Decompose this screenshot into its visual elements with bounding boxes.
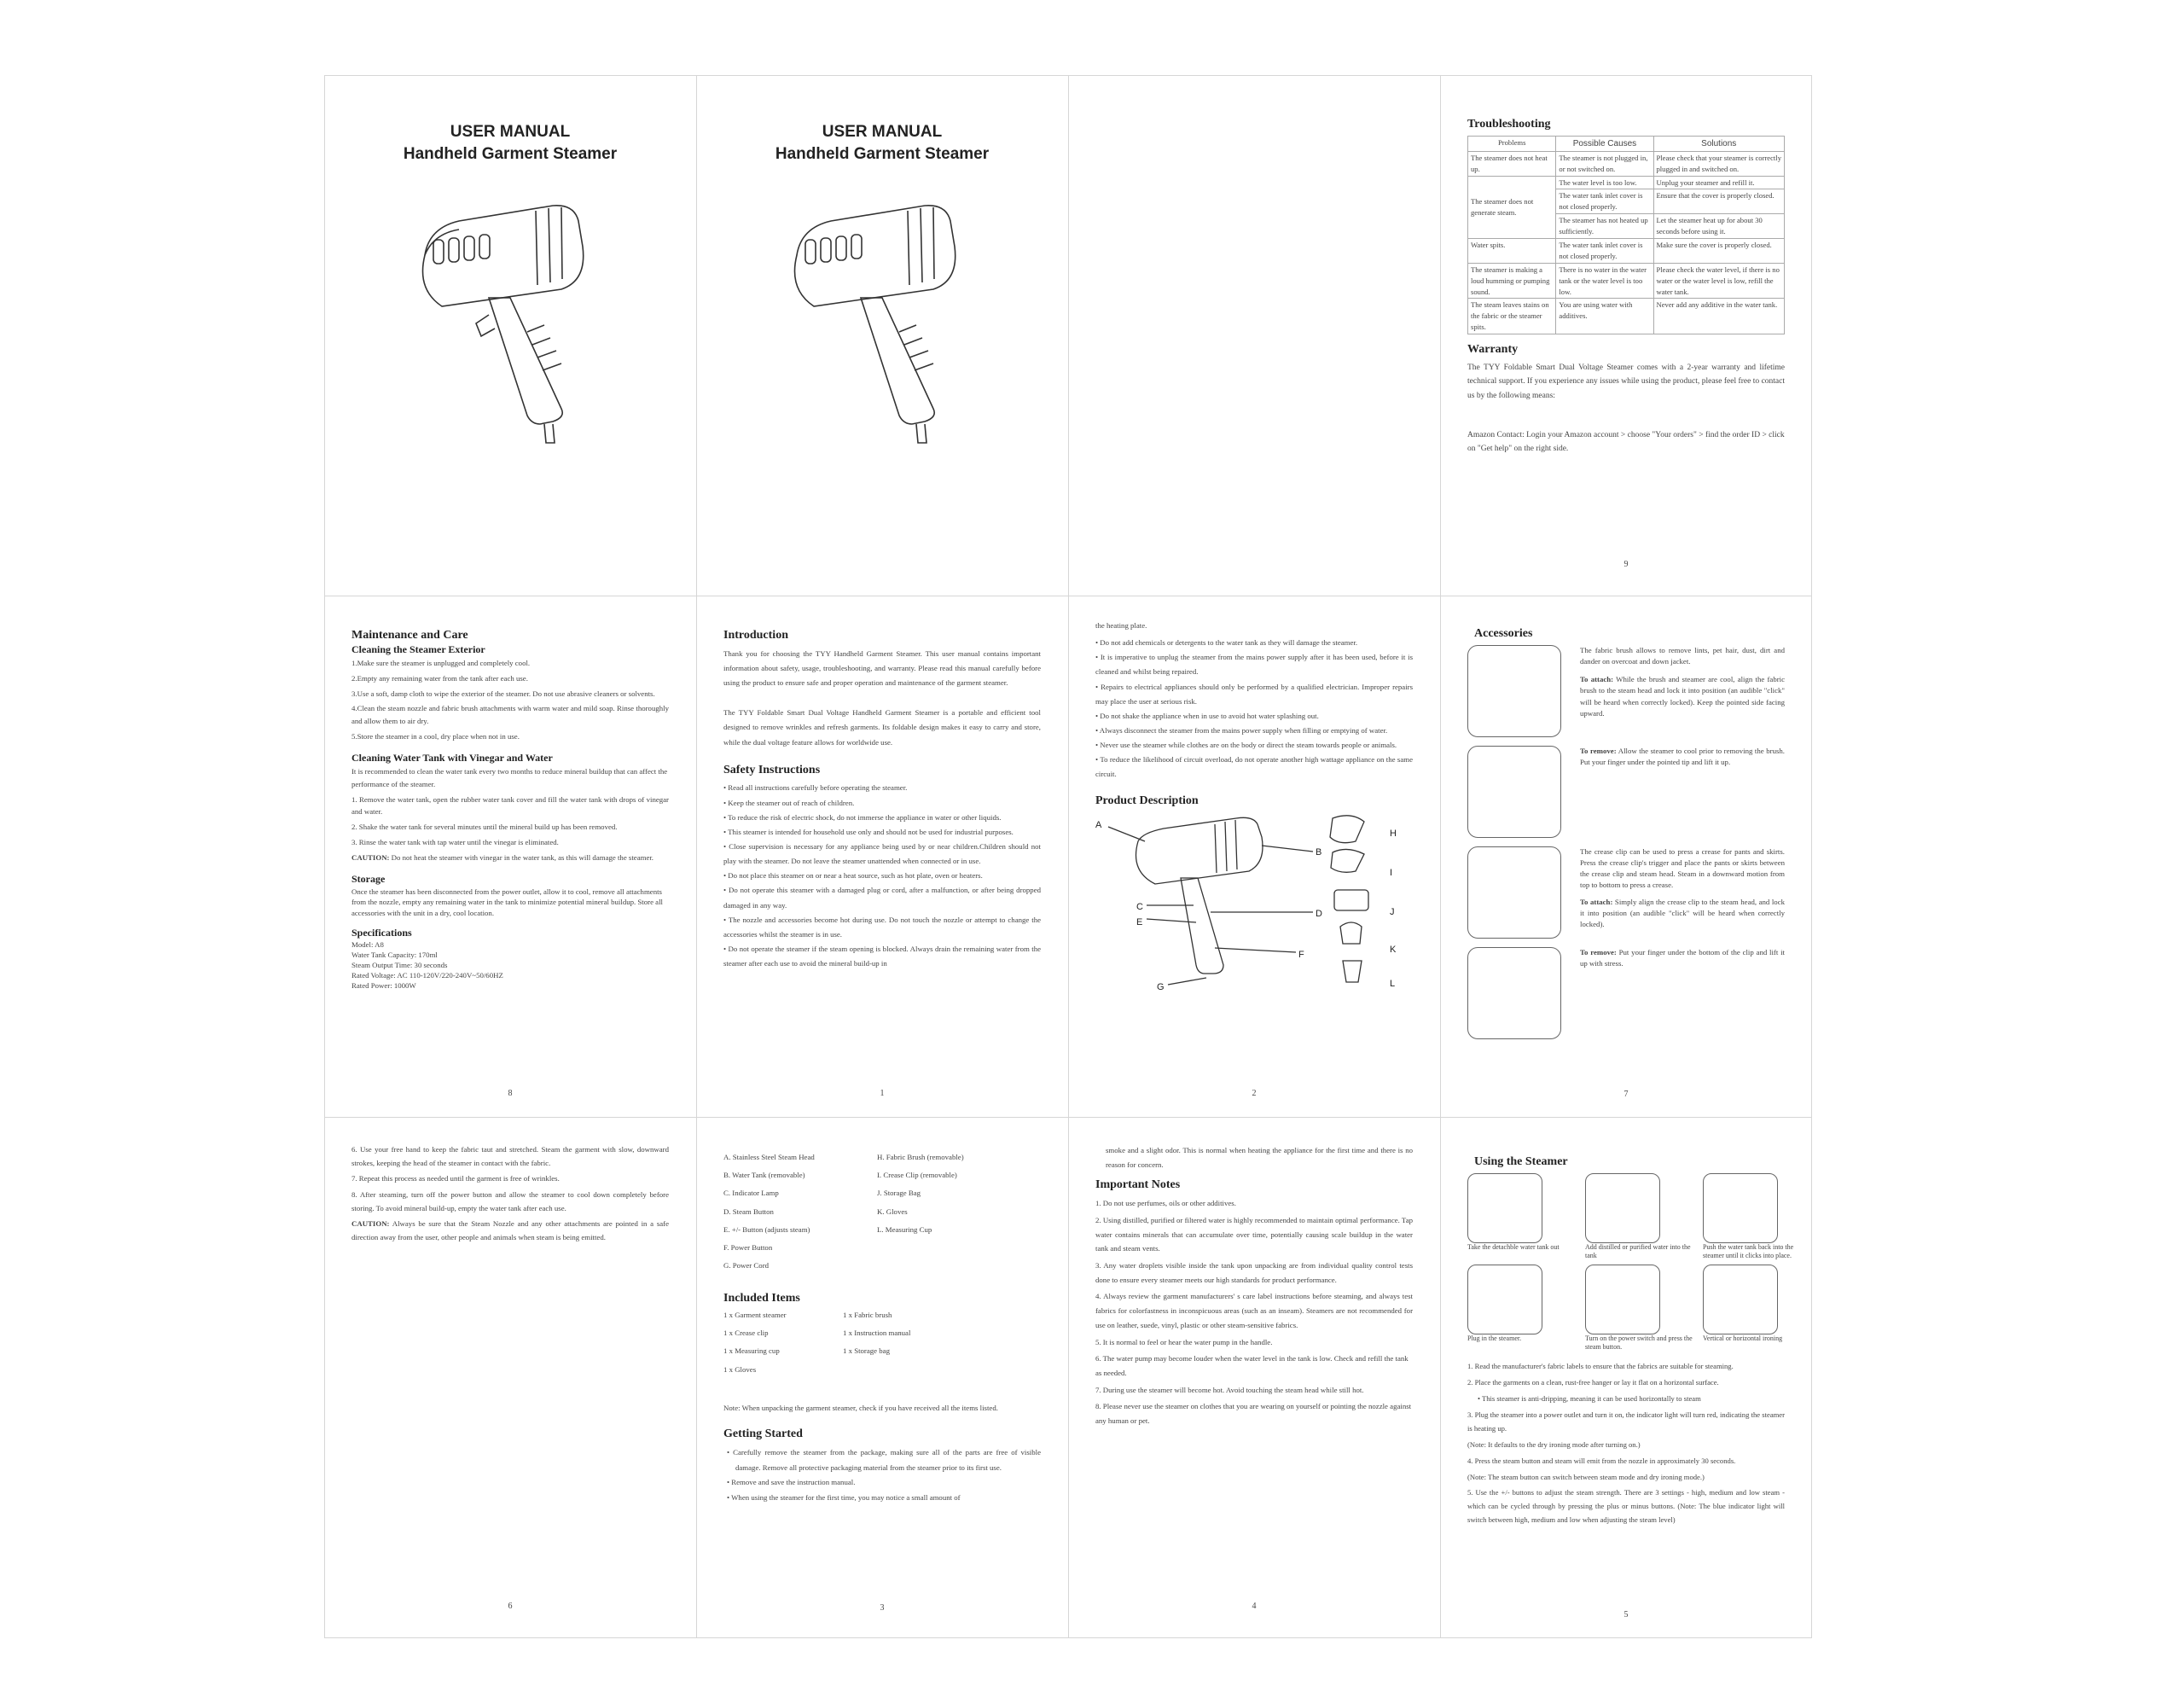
accessories-heading: Accessories	[1474, 627, 1533, 640]
steamer-illustration	[408, 187, 613, 468]
remove-label: To remove:	[1580, 746, 1617, 755]
list-item: K. Gloves	[877, 1206, 908, 1216]
step-caption: Turn on the power switch and press the steam button.	[1585, 1334, 1693, 1351]
table-header: Solutions	[1653, 136, 1785, 151]
clip-remove-row	[1467, 947, 1785, 1039]
list-item: 1 x Garment steamer	[723, 1311, 787, 1320]
list-item: 1. Do not use perfumes, oils or other additives.	[1095, 1199, 1236, 1208]
part-label-h: H	[1390, 829, 1397, 840]
usage-step-4	[1467, 1265, 1578, 1352]
spec-item: Model: A8	[351, 940, 384, 950]
list-item: 3. Any water droplets visible inside the tank upon unpacking are from individual quality control tests done to ensure every steamer meets our high standards for product performance.	[1095, 1261, 1413, 1284]
list-item: I. Crease Clip (removable)	[877, 1171, 957, 1180]
safety-list-cont: • Do not add chemicals or detergents to the water tank as they will damage the steamer. • It is imperative to unplug the steamer from the mains power supply after it has been used, before it is cleaned and whilst being repaired. • Repairs to electrical appliances should only be performed by a qualified electrician. Improper repairs may place the user at serious risk. • Do not shake the appliance when in use to avoid hot water splashing out. • Always disconnect the steamer from the mains power supply when filling or emptying of water. • Never use the steamer while clothes are on the body or direct the steam towards people or animals. • To reduce the likelihood of circuit overload, do not operate another high wattage appliance on the same circuit.	[1095, 638, 1414, 779]
intro-heading: Introduction	[723, 629, 788, 642]
manual-sheet	[324, 75, 1812, 1638]
list-item: 5. It is normal to feel or hear the water pump in the handle.	[1095, 1337, 1273, 1346]
list-item: 2. Shake the water tank for several minutes until the mineral build up has been removed.	[351, 823, 618, 832]
usage-step-6	[1703, 1265, 1814, 1352]
accessories-panel	[1440, 596, 1812, 1117]
usage-steps-images	[1467, 1173, 1794, 1352]
table-header: Problems	[1468, 136, 1556, 151]
table-cell: You are using water with additives.	[1556, 299, 1653, 334]
page-number: 8	[508, 1089, 513, 1099]
step-image	[1467, 1173, 1542, 1243]
step-caption: Vertical or horizontal ironing	[1703, 1334, 1783, 1342]
getting-started-list: • Carefully remove the steamer from the package, making sure all of the parts are free of visible damage. Remove all protective packaging material from the steamer prior to its first use. • Remove and save the instruction manual. • When using the steamer for the first time, you may notice a small amount of	[727, 1448, 1041, 1503]
table-row	[1468, 263, 1785, 299]
list-item: Do not add chemicals or detergents to the water tank as they will damage the steamer.	[1100, 638, 1358, 648]
list-item: 1 x Storage bag	[843, 1346, 890, 1356]
included-heading: Included Items	[723, 1292, 800, 1305]
table-cell: The water tank inlet cover is not closed properly.	[1556, 239, 1653, 264]
list-item: 3. Rinse the water tank with tap water until the vinegar is eliminated.	[351, 838, 559, 846]
brush-row	[1467, 645, 1785, 737]
cover-panel-1	[324, 75, 696, 596]
step-caption: Take the detachble water tank out	[1467, 1242, 1560, 1251]
caution-note	[351, 852, 669, 864]
part-label-d: D	[1316, 909, 1322, 920]
table-row	[1468, 299, 1785, 334]
caution-label: CAUTION:	[351, 852, 390, 862]
cleaning-tank-heading: Cleaning Water Tank with Vinegar and Water	[351, 751, 553, 764]
clip-remove-image	[1467, 947, 1561, 1039]
list-item: 1 x Fabric brush	[843, 1311, 892, 1320]
product-diagram-drawing	[1095, 811, 1420, 1008]
table-cell: The water tank inlet cover is not closed properly.	[1556, 189, 1653, 214]
list-item: Remove and save the instruction manual.	[731, 1478, 856, 1487]
cover-title: USER MANUAL	[450, 123, 571, 141]
table-row	[1468, 176, 1785, 189]
storage-heading: Storage	[351, 872, 386, 885]
part-label-k: K	[1390, 945, 1397, 956]
list-item: Do not operate this steamer with a damaged plug or cord, after a malfunction, or after being dropped damaged in any way.	[723, 886, 1042, 910]
caution-label: CAUTION:	[351, 1219, 390, 1229]
list-item: 3. Plug the steamer into a power outlet and turn it on, the indicator light will turn red, indicating the steamer is heating up.	[1467, 1410, 1785, 1433]
list-item: 5. Use the +/- buttons to adjust the steam strength. There are 3 settings - high, medium and low steam - which can be cycled through by pressing the plus or minus buttons. (Note: The blue indicator light will switch between high, medium and low when adjusting the steam level)	[1467, 1488, 1785, 1525]
list-item: 1 x Gloves	[723, 1364, 757, 1374]
table-cell: Make sure the cover is properly closed.	[1653, 239, 1785, 264]
spec-item: Steam Output Time: 30 seconds	[351, 961, 448, 969]
table-cell: The steamer does not generate steam.	[1468, 176, 1556, 238]
list-item: C. Indicator Lamp	[723, 1189, 779, 1198]
paragraph: The TYY Foldable Smart Dual Voltage Handheld Garment Steamer is a portable and efficient tool designed to remove wrinkles and refresh garments. Its foldable design makes it easy to carry and store, while the dual voltage feature allows for worldwide use.	[723, 708, 1041, 747]
parts-panel	[696, 1118, 1068, 1638]
list-item: B. Water Tank (removable)	[723, 1171, 805, 1180]
caution-text: Do not heat the steamer with vinegar in the water tank, as this will damage the steamer.	[389, 852, 653, 862]
part-label-c: C	[1136, 902, 1143, 913]
amazon-contact: Amazon Contact: Login your Amazon account > choose "Your orders" > find the order ID > click on "Get help" on the right side.	[1467, 430, 1785, 454]
list-item: • This steamer is anti-dripping, meaning it can be used horizontally to steam	[1478, 1394, 1701, 1404]
brush-remove-text-wrap	[1580, 746, 1785, 770]
step-image	[1703, 1265, 1778, 1334]
notes-panel	[1068, 1118, 1440, 1638]
step-caption: Push the water tank back into the steamer until it clicks into place.	[1703, 1242, 1794, 1260]
usage-step-1	[1467, 1173, 1578, 1261]
spec-item: Water Tank Capacity: 170ml	[351, 951, 438, 960]
clip-remove-text-wrap	[1580, 947, 1785, 972]
brush-text	[1580, 645, 1785, 722]
product-panel	[1068, 596, 1440, 1117]
table-row	[1468, 151, 1785, 176]
list-item: Do not shake the appliance when in use to avoid hot water splashing out.	[1100, 711, 1319, 720]
brush-attach-text: While the brush and steamer are cool, align the fabric brush to the steam head and lock it into position (an audible "click" will be heard when correctly locked). Keep the pointed side facing upward.	[1580, 675, 1785, 718]
part-label-b: B	[1316, 847, 1322, 858]
usage-step-5	[1585, 1265, 1696, 1352]
page-number: 2	[1252, 1088, 1257, 1098]
list-item: It is imperative to unplug the steamer from the mains power supply after it has been used, before it is cleaned and whilst being repaired.	[1095, 653, 1413, 677]
list-item: D. Steam Button	[723, 1206, 774, 1216]
list-item: 1 x Instruction manual	[843, 1329, 911, 1338]
clip-row	[1467, 846, 1785, 939]
paragraph: The fabric brush allows to remove lints, pet hair, dust, dirt and dander on overcoat and down jacket.	[1580, 645, 1785, 666]
part-label-f: F	[1298, 950, 1304, 961]
table-cell: Water spits.	[1468, 239, 1556, 264]
table-cell: The steamer has not heated up sufficiently.	[1556, 214, 1653, 239]
step-caption: Add distilled or purified water into the tank	[1585, 1242, 1691, 1260]
usage-step-2	[1585, 1173, 1696, 1261]
part-label-i: I	[1390, 868, 1393, 879]
list-item: Repairs to electrical appliances should only be performed by a qualified electrician. Improper repairs may place the user at serious risk.	[1095, 682, 1413, 706]
part-label-g: G	[1157, 982, 1165, 993]
brush-remove-text: Allow the steamer to cool prior to removing the brush. Put your finger under the pointed tip and lift it up.	[1580, 746, 1785, 766]
list-item: 4. Press the steam button and steam will emit from the nozzle in approximately 30 seconds.	[1467, 1456, 1736, 1465]
clip-attach-image	[1467, 846, 1561, 939]
step-image	[1585, 1173, 1660, 1243]
table-cell: The steam leaves stains on the fabric or the steamer spits.	[1468, 299, 1556, 334]
table-cell: The steamer does not heat up.	[1468, 151, 1556, 176]
steamer-illustration-2	[780, 187, 985, 468]
list-item: J. Storage Bag	[877, 1189, 921, 1198]
product-diagram	[1095, 811, 1420, 1008]
list-item: G. Power Cord	[723, 1261, 770, 1270]
troubleshooting-panel	[1440, 75, 1812, 596]
list-item: 2. Using distilled, purified or filtered water is highly recommended to maintain optimal performance. Tap water contains minerals that can accumulate over time, potentially causing scale buildup in the water tank and steam vents.	[1095, 1215, 1413, 1253]
list-item: 2. Place the garments on a clean, rust-free hanger or lay it flat on a horizontal surface.	[1467, 1378, 1719, 1387]
list-item: 1. Remove the water tank, open the rubber water tank cover and fill the water tank with drops of vinegar and water.	[351, 794, 669, 817]
list-item: 1 x Measuring cup	[723, 1346, 780, 1356]
list-item: (Note: The steam button can switch between steam mode and dry ironing mode.)	[1467, 1472, 1705, 1481]
page-number: 5	[1623, 1609, 1629, 1619]
clip-attach-text: Simply align the crease clip to the steam head, and lock it into position (an audible "click" will be heard when correctly locked).	[1580, 897, 1785, 928]
usage-step-3	[1703, 1173, 1814, 1261]
parts-list	[723, 1152, 1041, 1271]
page-number: 4	[1252, 1602, 1257, 1611]
getting-started-heading: Getting Started	[723, 1427, 803, 1441]
list-item: 4. Always review the garment manufacturers' s care label instructions before steaming, and always test fabrics for colorfastness in inconspicuous areas (such as an inseam). Steamers are not recommended for use on leather, suede, vinyl, plastic or other steam-sensitive fabrics.	[1095, 1292, 1413, 1329]
table-cell: Never add any additive in the water tank.	[1653, 299, 1785, 334]
spec-heading: Specifications	[351, 926, 412, 939]
list-item: 3.Use a soft, damp cloth to wipe the exterior of the steamer. Do not use abrasive cleaners or solvents.	[351, 689, 655, 698]
warranty-heading: Warranty	[1467, 343, 1519, 357]
table-cell: Please check the water level, if there is no water or the water level is low, refill the water tank.	[1653, 263, 1785, 299]
list-item: Read all instructions carefully before operating the steamer.	[728, 783, 908, 793]
cleaning-exterior-heading: Cleaning the Steamer Exterior	[351, 642, 485, 655]
using-panel	[1440, 1118, 1812, 1638]
page-number: 9	[1623, 559, 1629, 569]
warranty-text: The TYY Foldable Smart Dual Voltage Steamer comes with a 2-year warranty and lifetime technical support. If you experience any issues while using the product, please feel free to contact us by the following means:	[1467, 363, 1785, 400]
paragraph: the heating plate.	[1095, 621, 1147, 630]
brush-remove-row	[1467, 746, 1785, 838]
list-item: To reduce the likelihood of circuit overload, do not operate another high wattage appliance on the same circuit.	[1095, 755, 1414, 779]
usage-steps-list	[1467, 1360, 1785, 1527]
cover-subtitle-2: Handheld Garment Steamer	[775, 144, 990, 163]
spec-item: Rated Power: 1000W	[351, 980, 416, 990]
list-item: 8. Please never use the steamer on clothes that you are wearing on yourself or pointing the nozzle against any human or pet.	[1095, 1402, 1412, 1426]
cover-title-2: USER MANUAL	[822, 123, 943, 141]
table-cell: The steamer is making a loud humming or pumping sound.	[1468, 263, 1556, 299]
list-item: Close supervision is necessary for any appliance being used by or near children.Children should not play with the steamer. Do not leave the steamer unattended when connected or in use.	[723, 842, 1042, 866]
intro-panel	[696, 596, 1068, 1117]
step-image	[1585, 1265, 1660, 1334]
included-list	[723, 1310, 1041, 1375]
table-cell: Unplug your steamer and refill it.	[1653, 176, 1785, 189]
list-item: Carefully remove the steamer from the package, making sure all of the parts are free of visible damage. Remove all protective packaging material from the steamer prior to its first use.	[733, 1448, 1041, 1472]
troubleshooting-heading: Troubleshooting	[1467, 118, 1551, 131]
using-heading: Using the Steamer	[1474, 1155, 1568, 1168]
list-item: 1 x Crease clip	[723, 1329, 769, 1338]
maintenance-panel	[324, 596, 696, 1117]
paragraph: Once the steamer has been disconnected from the power outlet, allow it to cool, remove all attachments from the nozzle, empty any remaining water in the tank to minimize potential mineral buildup. Store all accessories with the unit in a dry, cool location.	[351, 887, 663, 917]
attach-label: To attach:	[1580, 897, 1613, 906]
product-description-heading: Product Description	[1095, 794, 1199, 807]
step-image	[1703, 1173, 1778, 1243]
list-item: E. +/- Button (adjusts steam)	[723, 1224, 810, 1234]
list-item: 5.Store the steamer in a cool, dry place when not in use.	[351, 732, 520, 741]
table-cell: Please check that your steamer is correctly plugged in and switched on.	[1653, 151, 1785, 176]
list-item: F. Power Button	[723, 1242, 773, 1252]
list-item: 1. Read the manufacturer's fabric labels to ensure that the fabrics are suitable for steaming.	[1467, 1362, 1734, 1371]
part-label-l: L	[1390, 979, 1396, 990]
list-item: When using the steamer for the first time, you may notice a small amount of	[731, 1493, 961, 1503]
table-cell: Ensure that the cover is properly closed.	[1653, 189, 1785, 214]
page-number: 6	[508, 1602, 513, 1612]
part-label-e: E	[1136, 917, 1143, 928]
list-item: Keep the steamer out of reach of children.	[728, 798, 855, 807]
list-item: 7. During use the steamer will become hot. Avoid touching the steam head while still hot.	[1095, 1385, 1364, 1394]
list-item: (Note: It defaults to the dry ironing mode after turning on.)	[1467, 1439, 1641, 1449]
list-item: This steamer is intended for household use only and should not be used for industrial purposes.	[728, 827, 1014, 836]
paragraph: Thank you for choosing the TYY Handheld Garment Steamer. This user manual contains important information about safety, usage, troubleshooting, and warranty. Please read this manual carefully before using the product to ensure safe and proper operation and maintenance of the garment steamer.	[723, 648, 1041, 688]
brush-remove-image	[1467, 746, 1561, 838]
maintenance-heading: Maintenance and Care	[351, 629, 468, 642]
remove-label: To remove:	[1580, 947, 1617, 956]
cover-subtitle: Handheld Garment Steamer	[403, 144, 618, 163]
list-item: H. Fabric Brush (removable)	[877, 1153, 964, 1161]
list-item: A. Stainless Steel Steam Head	[723, 1153, 815, 1161]
page-number: 3	[880, 1603, 885, 1613]
list-item: The nozzle and accessories become hot during use. Do not touch the nozzle or attempt to change the accessories whilst the steamer is in use.	[723, 915, 1042, 939]
note-text: Note: When unpacking the garment steamer, check if you have received all the items listed.	[723, 1403, 998, 1412]
safety-list: • Read all instructions carefully before operating the steamer. • Keep the steamer out of reach of children. • To reduce the risk of electric shock, do not immerse the appliance in water or other liquids. • This steamer is intended for household use only and should not be used for industrial purposes. • Close supervision is necessary for any appliance being used by or near children.Children should not play with the steamer. Do not leave the steamer unattended when connected or in use. • Do not place this steamer on or near a heat source, such as hot plate, oven or heaters. • Do not operate this steamer with a damaged plug or cord, after a malfunction, or after being dropped damaged in any way. • The nozzle and accessories become hot during use. Do not touch the nozzle or attempt to change the accessories whilst the steamer is in use. • Do not operate the steamer if the steam opening is blocked. Always drain the remaining water from the steamer after each use to avoid the mineral build-up in	[723, 783, 1042, 968]
caution-note	[351, 1218, 669, 1244]
list-item: Never use the steamer while clothes are on the body or direct the steam towards people or animals.	[1100, 741, 1397, 750]
list-item: L. Measuring Cup	[877, 1224, 932, 1234]
usage-cont-panel	[324, 1118, 696, 1638]
spec-item: Rated Voltage: AC 110-120V/220-240V~50/60HZ	[351, 970, 503, 980]
step-caption: Plug in the steamer.	[1467, 1334, 1522, 1342]
list-item: 6. The water pump may become louder when the water level in the tank is low. Check and refill the tank as needed.	[1095, 1354, 1409, 1377]
page-number: 1	[880, 1088, 885, 1098]
list-item: 4.Clean the steam nozzle and fabric brush attachments with warm water and mild soap. Rinse thoroughly and allow them to air dry.	[351, 704, 669, 726]
paragraph: 8. After steaming, turn off the power button and allow the steamer to cool down completely before storing. To avoid mineral build-up, empty the water tank after each use.	[351, 1189, 669, 1212]
paragraph: 7. Repeat this process as needed until the garment is free of wrinkles.	[351, 1174, 560, 1183]
page-number: 7	[1623, 1089, 1629, 1099]
table-header: Possible Causes	[1556, 136, 1653, 151]
list-item: 1.Make sure the steamer is unplugged and completely cool.	[351, 659, 531, 668]
table-row	[1468, 239, 1785, 264]
table-cell: There is no water in the water tank or the water level is too low.	[1556, 263, 1653, 299]
blank-panel	[1068, 75, 1440, 596]
table-cell: The steamer is not plugged in, or not switched on.	[1556, 151, 1653, 176]
troubleshooting-table	[1467, 136, 1785, 334]
safety-heading: Safety Instructions	[723, 763, 821, 776]
list-item: Always disconnect the steamer from the mains power supply when filling or emptying of water.	[1099, 725, 1388, 735]
step-image	[1467, 1265, 1542, 1334]
list-item: Do not operate the steamer if the steam opening is blocked. Always drain the remaining water from the steamer after each use to avoid the mineral build-up in	[723, 944, 1042, 968]
attach-label: To attach:	[1580, 675, 1614, 684]
paragraph: smoke and a slight odor. This is normal when heating the appliance for the first time and there is no reason for concern.	[1106, 1146, 1413, 1169]
brush-attach-image	[1467, 645, 1561, 737]
table-cell: The water level is too low.	[1556, 176, 1653, 189]
paragraph: It is recommended to clean the water tank every two months to reduce mineral buildup that can affect the performance of the steamer.	[351, 767, 668, 788]
table-cell: Let the steamer heat up for about 30 seconds before using it.	[1653, 214, 1785, 239]
paragraph: 6. Use your free hand to keep the fabric taut and stretched. Steam the garment with slow, downward strokes, keeping the head of the steamer in contact with the fabric.	[351, 1145, 669, 1167]
part-label-a: A	[1095, 820, 1102, 831]
caution-text: Always be sure that the Steam Nozzle and any other attachments are pointed in a safe direction away from the user, other people and animals when steam is being emitted.	[351, 1219, 669, 1241]
important-notes-heading: Important Notes	[1095, 1178, 1181, 1192]
clip-text	[1580, 846, 1785, 933]
paragraph: The crease clip can be used to press a crease for pants and skirts. Press the crease clip's trigger and place the pants or skirts between the crease clip and steam head. Steam in a downward motion from top to bottom to press a crease.	[1580, 846, 1785, 890]
list-item: 2.Empty any remaining water from the tank after each use.	[351, 673, 528, 683]
clip-remove-text: Put your finger under the bottom of the clip and lift it up with stress.	[1580, 947, 1785, 968]
part-label-j: J	[1390, 907, 1395, 918]
list-item: To reduce the risk of electric shock, do not immerse the appliance in water or other liquids.	[728, 812, 1002, 822]
cover-panel-2	[696, 75, 1068, 596]
list-item: Do not place this steamer on or near a heat source, such as hot plate, oven or heaters.	[728, 871, 983, 881]
